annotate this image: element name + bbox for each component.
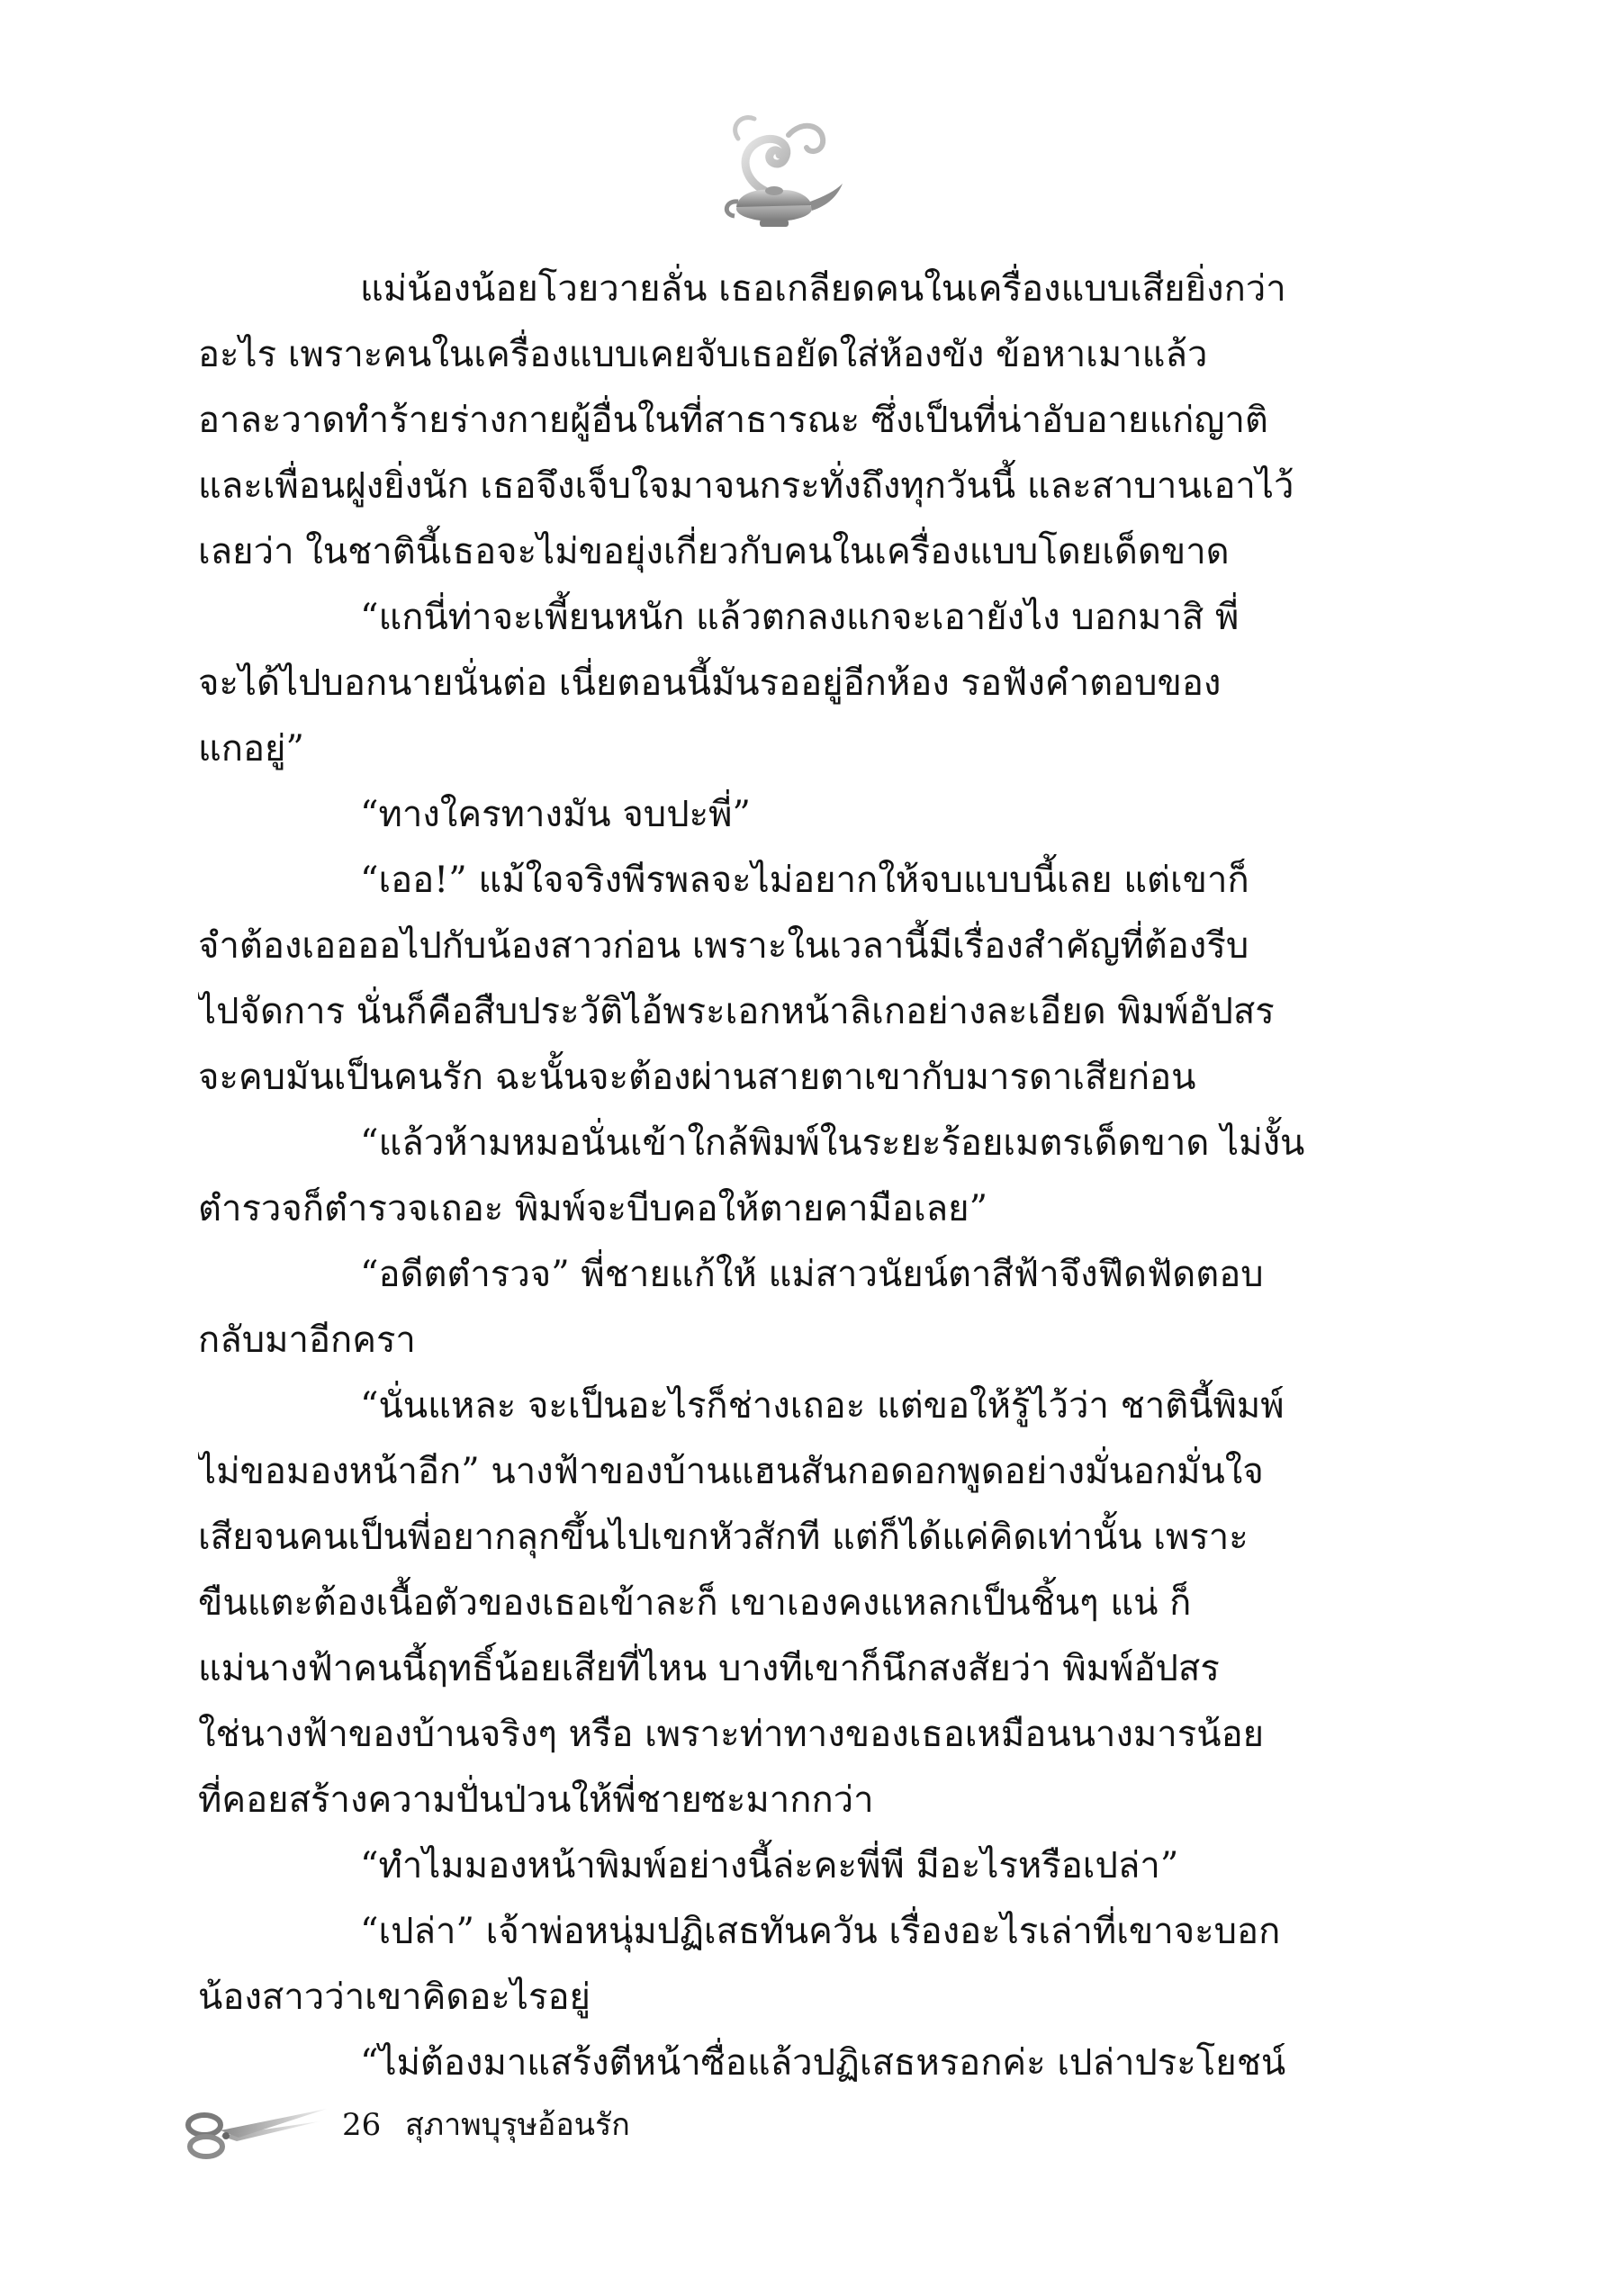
paragraph: [198, 585, 1337, 782]
book-title: สุภาพบุรุษอ้อนรัก: [405, 2107, 630, 2143]
text-line: อาละวาดทำร้ายร่างกายผู้อื่นในที่สาธารณะ ซึ่งเป็นที่น่าอับอายแก่ญาติ: [198, 400, 1268, 441]
text-line: “ทำไมมองหน้าพิมพ์อย่างนี้ล่ะคะพี่พี มีอะไรหรือเปล่า”: [360, 1845, 1179, 1886]
text-line: อะไร เพราะคนในเครื่องแบบเคยจับเธอยัดใส่ห้องขัง ข้อหาเมาแล้ว: [198, 334, 1208, 375]
text-line: “ทางใครทางมัน จบปะพี่”: [360, 794, 751, 835]
body-text: [198, 257, 1337, 2096]
paragraph: [198, 1242, 1337, 1373]
paragraph: [198, 2030, 1337, 2096]
text-line: “เออ!” แม้ใจจริงพีรพลจะไม่อยากให้จบแบบนี้เลย แต่เขาก็: [360, 860, 1249, 901]
paragraph: [198, 1111, 1337, 1242]
text-line: และเพื่อนฝูงยิ่งนัก เธอจึงเจ็บใจมาจนกระทั่งถึงทุกวันนี้ และสาบานเอาไว้: [198, 465, 1294, 507]
paragraph: [198, 1833, 1337, 1899]
page-number: 26: [342, 2107, 382, 2143]
text-line: “เปล่า” เจ้าพ่อหนุ่มปฏิเสธทันควัน เรื่องอะไรเล่าที่เขาจะบอก: [360, 1911, 1281, 1952]
text-line: ไปจัดการ นั่นก็คือสืบประวัติไอ้พระเอกหน้าลิเกอย่างละเอียด พิมพ์อัปสร: [198, 991, 1275, 1032]
text-line: ขืนแตะต้องเนื้อตัวของเธอเข้าละก็ เขาเองคงแหลกเป็นชิ้นๆ แน่ ก็: [198, 1582, 1192, 1624]
paragraph: [198, 782, 1337, 848]
scissors-icon: [185, 2100, 329, 2163]
text-line: จะได้ไปบอกนายนั่นต่อ เนี่ยตอนนี้มันรออยู่อีกห้อง รอฟังคำตอบของ: [198, 662, 1222, 704]
text-line: “ไม่ต้องมาแสร้งตีหน้าซื่อแล้วปฏิเสธหรอกค่ะ เปล่าประโยชน์: [360, 2042, 1286, 2084]
text-line: ตำรวจก็ตำรวจเถอะ พิมพ์จะบีบคอให้ตายคามือเลย”: [198, 1188, 988, 1229]
genie-lamp-icon: [702, 108, 846, 234]
text-line: เลยว่า ในชาตินี้เธอจะไม่ขอยุ่งเกี่ยวกับคนในเครื่องแบบโดยเด็ดขาด: [198, 531, 1230, 572]
text-line: แม่นางฟ้าคนนี้ฤทธิ์น้อยเสียที่ไหน บางทีเขาก็นึกสงสัยว่า พิมพ์อัปสร: [198, 1648, 1220, 1689]
text-line: “อดีตตำรวจ” พี่ชายแก้ให้ แม่สาวนัยน์ตาสีฟ้าจึงฟึดฟัดตอบ: [360, 1254, 1264, 1295]
paragraph: [198, 1899, 1337, 2030]
paragraph: [198, 257, 1337, 585]
page-footer: [185, 2093, 815, 2165]
text-line: ไม่ขอมองหน้าอีก” นางฟ้าของบ้านแฮนสันกอดอกพูดอย่างมั่นอกมั่นใจ: [198, 1451, 1264, 1492]
text-line: “แล้วห้ามหมอนั่นเข้าใกล้พิมพ์ในระยะร้อยเมตรเด็ดขาด ไม่งั้น: [360, 1122, 1305, 1164]
paragraph: [198, 848, 1337, 1111]
text-line: แม่น้องน้อยโวยวายลั่น เธอเกลียดคนในเครื่องแบบเสียยิ่งกว่า: [360, 268, 1286, 310]
text-line: “แกนี่ท่าจะเพี้ยนหนัก แล้วตกลงแกจะเอายังไง บอกมาสิ พี่: [360, 597, 1240, 638]
text-line: กลับมาอีกครา: [198, 1319, 416, 1361]
text-line: จะคบมันเป็นคนรัก ฉะนั้นจะต้องผ่านสายตาเขากับมารดาเสียก่อน: [198, 1057, 1196, 1098]
text-line: เสียจนคนเป็นพี่อยากลุกขึ้นไปเขกหัวสักที แต่ก็ได้แค่คิดเท่านั้น เพราะ: [198, 1517, 1249, 1558]
text-line: จำต้องเออออไปกับน้องสาวก่อน เพราะในเวลานี้มีเรื่องสำคัญที่ต้องรีบ: [198, 925, 1249, 967]
text-line: ที่คอยสร้างความปั่นป่วนให้พี่ชายซะมากกว่า: [198, 1779, 874, 1821]
text-line: แกอยู่”: [198, 728, 304, 770]
text-line: ใช่นางฟ้าของบ้านจริงๆ หรือ เพราะท่าทางของเธอเหมือนนางมารน้อย: [198, 1714, 1265, 1755]
paragraph: [198, 1373, 1337, 1833]
text-line: น้องสาวว่าเขาคิดอะไรอยู่: [198, 1976, 591, 2018]
text-line: “นั่นแหละ จะเป็นอะไรก็ช่างเถอะ แต่ขอให้รู้ไว้ว่า ชาตินี้พิมพ์: [360, 1385, 1285, 1427]
